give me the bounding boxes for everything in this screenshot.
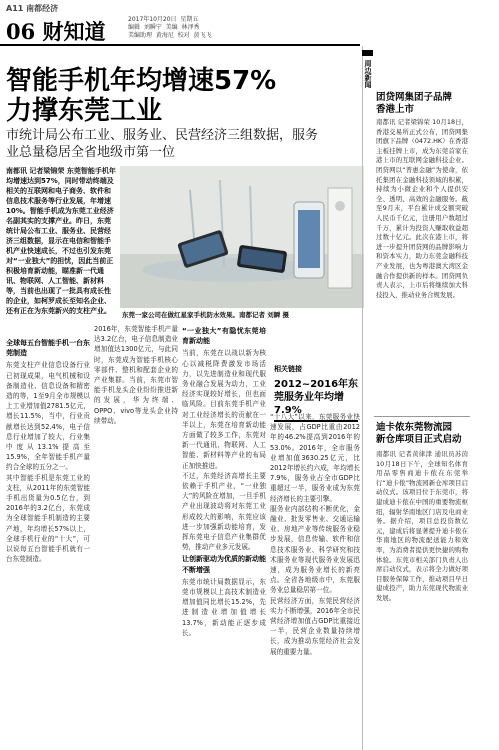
- news-photo: [120, 166, 364, 308]
- headline-line-1: 智能手机年均增速57%: [6, 66, 277, 96]
- rail-marker: [362, 50, 373, 56]
- subheadline-line-1: 市统计局公布工业、服务业、民营经济三组数据，服务: [6, 128, 319, 143]
- article-lede: 南都讯 记者梁锦荣 东莞智能手机年均增速达到57%，同时带动终端及相关的互联网和电子商务、软件和信息技术服务等行业发展，年增速10%。智能手机成为东莞工业经济名副其实的支撑产业。昨日，东莞统计局公布工业、服务业、民营经济三组数据，显示在电信和智能手机产业快速成长，不过也引发东莞对“一业独大”的担忧，因此当前正积极培育新动能，瞄准新一代通讯、物联网、人工智能、新材料等，当前也出现了一批具有成长性的企业，如柯罗成长至知名企业、还有正在为东莞新兴的支柱产业。: [6, 167, 116, 315]
- issue-date: 2017年10月20日 星期五: [128, 16, 199, 23]
- header-rule: [0, 44, 360, 46]
- story2-body: 南都讯 记者黄律津 通讯员苏茵 10月18日下午，全球知名体育用品零售商迪卡侬在东莞举行“迪卡侬”物流园新仓库项目启动仪式。该项目位于东莞市，将建成迪卡侬在中国的重要物流枢纽，辐射华南地区门店及电商业务。据介绍，项目总投资数亿元，建成后将显著提升迪卡侬在华南地区的物流配送能力和效率，为消费者提供更快捷的购物体验。东莞市相关部门负责人出席启动仪式，表示将全力做好项目服务保障工作，推动项目早日建成投产，助力东莞现代物流业发展。: [376, 450, 468, 602]
- rail-story-divider: [374, 416, 470, 417]
- header-meta: [128, 16, 211, 40]
- related-link-title: 2012~2016年东莞服务业年均增7.9%: [274, 379, 359, 416]
- article-column-1: [6, 336, 90, 736]
- photo-caption: 东莞一家公司在做红星家手机防水效果。南都记者 刘瞬 摄: [122, 311, 290, 319]
- story1-title-line-2: 香港上市: [376, 104, 415, 115]
- article-column-3: [182, 324, 266, 734]
- headline-line-2: 力撑东莞工业: [6, 96, 163, 126]
- article-paragraph: 东莞市统计局数据显示，东莞市规模以上高技术制造业增加值同比增长15.2%，先进制造业增加值增长13.7%，新动能正逐步成长。: [182, 577, 266, 637]
- article-paragraph: 不过，东莞经济高增长主要依赖于手机产业，“一业独大”的风险在增加，一旦手机产业出现波动将对东莞工业形成较大的影响，东莞应该进一步加强新动能培育，发挥东莞电子信息产业集群优势，推动产业多元发展。: [182, 471, 266, 552]
- story2-title: 迪卡侬东莞物流园: [376, 422, 453, 433]
- design-credits: 美编助理 黄海尼 校对 黄飞飞: [128, 32, 212, 39]
- article-paragraph: 东莞支柱产业信息设备行业已初现成果，电气机械和设备制造业、信息设备和精密造的等，1至9月全市规模以上工业增加值2781.5亿元，增长11.5%，当中，行业贡献增长达到52.4%，电子信息行业增加了较大，行业集中度从13.1%提高至15.9%，全年智能手机产量约合全球的五分之一。: [6, 361, 90, 472]
- article-paragraph: 2016年，东莞智能手机产量达3.2亿台，电子信息制造业增加值达1300亿元，与此同时，东莞成为智能手机核心零部件、整机和配套企业的产业集群。当前，东莞市智能手机龙头企业纷纷推进新的发展，华为终端、OPPO、vivo等龙头企业持续带动。: [94, 325, 178, 425]
- editor-credits: 编辑 刘瞬宁 美编 林泽秀: [128, 24, 200, 31]
- right-rail-divider: [362, 46, 363, 750]
- article-subhead-3: 让创新驱动为优质的新动能不断增强: [182, 555, 266, 574]
- story1-title: 团贷网集团子品牌: [376, 92, 453, 103]
- subheadline-line-2: 业总量稳居全省地级市第一位: [6, 145, 176, 160]
- article-column-2: [94, 324, 178, 734]
- services-column: [270, 412, 360, 742]
- article-subhead-2: “一业独大”有隐忧东莞培育新动能: [182, 327, 266, 346]
- related-link-kicker: 相关链接: [274, 365, 302, 373]
- page-header: [0, 0, 499, 46]
- story1-body: 南都讯 记者梁锦荣 10月18日，香港交易所正式公布，团贷网集团旗下品牌（0472.HK）在香港主板挂牌上市，成为东莞首家在港上市的互联网金融科技企业。团贷网以“普惠金融”为使命，依托集团在金融科技领域的积累，持续为小微企业和个人提供安全、透明、高效的金融服务。截至9月末，平台累计成交额突破人民币千亿元，注册用户数超过千万，累计为投资人赚取收益超过数十亿元。此次在港上市，将进一步提升团贷网的品牌影响力和资本实力，助力东莞金融科技产业发展，也为粤港澳大湾区金融合作提供新的样本。团贷网负责人表示，上市后将继续加大科技投入，推动业务合规发展。: [376, 118, 468, 299]
- article-paragraph: 当前，东莞在以战以新为核心以减税降费激发市场活力，以先进制造业和现代服务业融合发展为动力，工业经济实现较好增长，但也面临风险。目前东莞手机产业对工业经济增长的贡献在一半以上，东莞在培育新动能方面做了较多工作，东莞对新一代通讯、物联网、人工智能、新材料等产业的布局正加快推进。: [182, 349, 266, 470]
- services-paragraph: 服务业内部结构不断优化，金融业、批发零售业、交通运输业、房地产业等传统服务业稳步发展，信息传输、软件和信息技术服务业、科学研究和技术服务业等现代服务业发展迅速，成为服务业增长的新亮点。全省各地级市中，东莞服务业总量稳居第一位。: [270, 504, 360, 595]
- article-subhead-1: 全球每五台智能手机一台东莞制造: [6, 339, 90, 358]
- story2-title-line-2: 新仓库项目正式启动: [376, 434, 462, 445]
- paper-brand: A11 南都经济: [6, 4, 59, 13]
- section-label: 06 财知道: [6, 19, 106, 44]
- rail-label: 周边新闻: [364, 60, 372, 88]
- services-paragraph: “十八大”以来，东莞服务业快速发展，占GDP比重由2012年的46.2%提高到2016年的53.0%。2016年，全市服务业增加值3630.25亿元，比2012年增长约六成，年均增长7.9%，服务业占全市GDP比重超过一半，服务业成为东莞经济增长的主要引擎。: [270, 413, 360, 503]
- services-paragraph: 民营经济方面，东莞民营经济实力不断增强，2016年全市民营经济增加值占GDP比重接近一半，民营企业数量持续增长，成为推动东莞经济社会发展的重要力量。: [270, 596, 360, 656]
- phone-waterproof-test-image: [120, 166, 364, 308]
- article-paragraph: 其中智能手机是东莞工业的支柱，从2011年的东莞智能手机出货量为0.5亿台，到2016年的3.2亿台，东莞成为全球智能手机制造的主要产地，年均增长57%以上，全球手机行业的“十大”，可以说每五台智能手机就有一台东莞制造。: [6, 473, 90, 564]
